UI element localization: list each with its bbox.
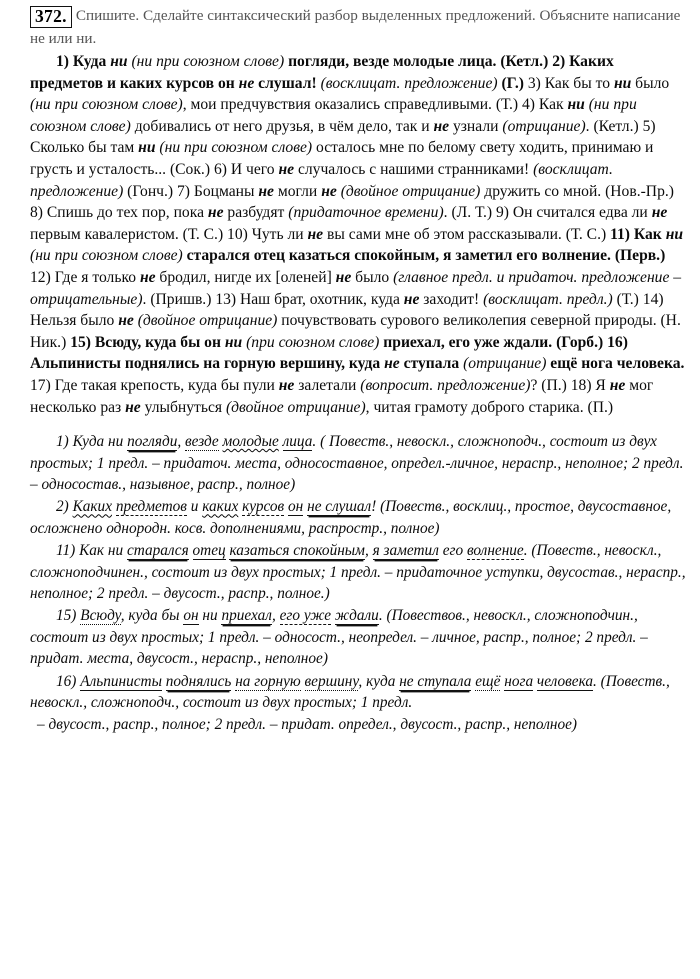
sentence-fragment: не xyxy=(118,312,134,330)
sentence-fragment: слушал! xyxy=(254,74,321,92)
sentence-fragment: (ни при союзном слове) xyxy=(159,139,313,157)
sentence-fragment: Куда ни xyxy=(72,433,128,451)
sentence-fragment: улыбнуться xyxy=(140,398,226,416)
parsed-member-pred: поднялись xyxy=(165,672,232,690)
sentence-fragment: могли xyxy=(273,182,322,200)
exercise-number-box: 372. xyxy=(30,6,72,28)
sentence-number: 12) xyxy=(30,268,55,286)
sentence-fragment: (придаточное времени) xyxy=(288,204,444,222)
analysis-sentence-number: 16) xyxy=(56,672,81,690)
sentence-fragment: узнали xyxy=(449,117,503,135)
sentence-fragment: мог несколько раз xyxy=(30,376,654,416)
analysis-sentence-number: 1) xyxy=(56,433,73,451)
sentence-fragment: , куда xyxy=(358,672,400,690)
sentence-number: 9) xyxy=(496,204,513,222)
sentence-fragment: не xyxy=(278,160,295,178)
sentence-fragment: вы сами мне об этом рассказывали. (Т. С.) xyxy=(323,225,607,243)
sentence-fragment: не xyxy=(321,182,337,200)
parsed-member-subj: он xyxy=(183,607,199,625)
sentence-fragment: И чего xyxy=(230,160,279,178)
parsed-member-attr: Каких xyxy=(72,498,112,516)
exercise-sentence-list xyxy=(30,53,684,416)
sentence-fragment: , куда бы xyxy=(120,607,184,625)
sentence-fragment: дружить со мной. (Нов.-Пр.) xyxy=(480,182,674,200)
sentence-fragment: . (Пришв.) xyxy=(142,290,212,308)
parsed-member-obj: курсов xyxy=(242,498,285,516)
sentence-fragment: (отрицание) xyxy=(502,117,586,135)
sentence-fragment: (восклицат. предложение) xyxy=(320,74,498,92)
sentence-number: 15) xyxy=(70,333,95,351)
sentence-fragment: , мои предчувствия оказались справедливыми. (Т.) xyxy=(182,96,519,114)
sentence-fragment: не xyxy=(335,268,352,286)
sentence-fragment: его xyxy=(438,542,467,560)
sentence-fragment: . (Кетл.) xyxy=(585,117,639,135)
sentence-fragment: Боцманы xyxy=(193,182,259,200)
sentence-fragment: ! xyxy=(371,498,377,516)
sentence-number: 10) xyxy=(227,225,252,243)
sentence-fragment: приехал, его уже ждали. (Горб.) xyxy=(379,333,604,351)
parsed-member-adv: ещё xyxy=(475,672,501,690)
sentence-number: 5) xyxy=(642,117,656,135)
sentence-fragment: было xyxy=(631,74,670,92)
sentence-fragment: не xyxy=(278,376,295,394)
sentence-fragment: (ни при союзном слове) xyxy=(131,53,285,70)
sentence-fragment: осталось мне по белому свету ходить, принимаю и грусть и усталость... (Сок.) xyxy=(30,139,654,178)
sentence-fragment: , xyxy=(271,607,280,625)
sentence-fragment: ни xyxy=(224,333,243,351)
sentence-fragment: Нельзя было xyxy=(30,312,119,330)
sentence-fragment: Всюду, куда бы он xyxy=(94,333,225,351)
sentence-fragment xyxy=(189,542,193,559)
sentence-fragment: (двойное отрицание) xyxy=(225,398,366,416)
parsed-member-pred: ждали xyxy=(334,607,379,625)
analysis-description-continued: – двусост., распр., полное; 2 предл. – придат. определ., двусост., распр., неполное) xyxy=(37,716,577,734)
analysis-sentence-number: 2) xyxy=(56,498,73,516)
analysis-description: (Повеств., восклиц., простое, двусоставное, осложнено однородн. косв. дополнениями, распростр., полное) xyxy=(30,498,672,537)
parsed-member-subj: Альпинисты xyxy=(80,672,162,690)
parsed-member-adv: вершину xyxy=(304,672,359,690)
sentence-number: 13) xyxy=(215,290,240,308)
sentence-fragment: ни xyxy=(613,74,632,92)
analysis-item xyxy=(30,605,686,669)
sentence-fragment: . xyxy=(593,672,597,690)
sentence-fragment: не xyxy=(307,225,324,243)
analysis-item xyxy=(30,540,686,604)
exercise-body xyxy=(30,51,686,418)
sentence-fragment: (Т.) xyxy=(612,290,639,308)
sentence-number: 1) xyxy=(56,53,73,70)
sentence-fragment: ни xyxy=(665,225,684,243)
sentence-fragment: не xyxy=(651,204,668,222)
parsed-member-subj: нога xyxy=(504,672,534,690)
sentence-fragment: ни xyxy=(198,607,222,625)
sentence-fragment: не xyxy=(384,355,400,373)
sentence-fragment: . xyxy=(523,542,528,560)
parsed-member-obj: его уже xyxy=(279,607,332,625)
sentence-fragment: (Г.) xyxy=(497,74,524,92)
sentence-fragment: не xyxy=(125,398,141,416)
parsed-member-pred: старался xyxy=(126,542,189,560)
parsed-member-pred: не ступала xyxy=(399,672,472,690)
sentence-fragment: (восклицат. предложение) xyxy=(30,160,613,200)
sentence-number: 11) xyxy=(610,225,634,243)
analysis-sentence-number: 15) xyxy=(56,607,81,625)
parsed-member-subj: отец xyxy=(192,542,226,560)
sentence-fragment: . (Л. Т.) xyxy=(443,204,493,222)
task-header xyxy=(30,5,686,49)
sentence-fragment: не xyxy=(139,268,156,286)
sentence-fragment: Как xyxy=(538,96,568,114)
sentence-fragment: не xyxy=(238,74,255,92)
analysis-description: ( Повеств., невоскл., сложноподч., состоит из двух простых; 1 предл. – придаточ. места, односоставное, определ.-личное, нераспр., неполное; 2 предл. – односостав., назывное, распр., полное) xyxy=(30,433,684,493)
syntactic-analysis-block xyxy=(30,431,686,736)
parsed-member-attr: каких xyxy=(202,498,239,516)
sentence-fragment: Как бы то xyxy=(544,74,614,92)
sentence-fragment: не xyxy=(433,117,450,135)
sentence-fragment: (вопросит. предложение) xyxy=(360,376,531,394)
sentence-fragment: Наш брат, охотник, куда xyxy=(240,290,404,308)
sentence-fragment: и xyxy=(186,498,203,516)
sentence-fragment: , читая грамоту доброго старика. (П.) xyxy=(365,398,614,416)
sentence-fragment: Куда xyxy=(72,53,111,70)
sentence-fragment: , xyxy=(364,542,373,560)
sentence-fragment: Где такая крепость, куда бы пули xyxy=(54,376,279,394)
sentence-fragment: почувствовать сурового великолепия северной природы. (Н. Ник.) xyxy=(30,312,681,351)
sentence-fragment: ? (П.) xyxy=(530,376,567,394)
sentence-number: 17) xyxy=(30,376,55,394)
sentence-fragment: Я xyxy=(595,376,610,394)
parsed-member-adv: Всюду xyxy=(80,607,121,625)
sentence-fragment: добивались от него друзья, в чём дело, так и xyxy=(130,117,434,135)
sentence-number: 16) xyxy=(607,333,628,351)
sentence-fragment: , xyxy=(177,433,185,451)
sentence-fragment: ни xyxy=(110,53,128,70)
sentence-fragment: ещё нога человека. xyxy=(546,355,685,373)
sentence-number: 14) xyxy=(642,290,664,308)
sentence-fragment: залетали xyxy=(294,376,361,394)
sentence-fragment: Каких предметов и каких курсов он xyxy=(30,53,614,92)
sentence-fragment: ступала xyxy=(399,355,464,373)
sentence-fragment: погляди, везде молодые лица. (Кетл.) xyxy=(284,53,549,70)
sentence-fragment: ни xyxy=(567,96,585,114)
sentence-number: 3) xyxy=(527,74,545,92)
analysis-description: (Повествов., невоскл., сложноподчин., состоит из двух простых; 1 предл. – односост., неопредел. – личное, распр., полное; 2 предл. – придат. места, двусост., нераспр., неполное) xyxy=(30,607,648,668)
parsed-member-obj: предметов xyxy=(115,498,187,516)
sentence-fragment: . xyxy=(378,607,383,625)
sentence-number: 4) xyxy=(522,96,539,114)
sentence-fragment: (главное предл. и придаточ. предложение – отрицательные) xyxy=(30,268,682,308)
analysis-description: (Повеств., невоскл., сложноподч., состоит из двух простых; 1 предл. xyxy=(30,672,670,711)
analysis-sentence-number: 11) xyxy=(56,542,80,560)
sentence-fragment: Чуть ли xyxy=(251,225,308,243)
sentence-fragment: (ни при союзном слове) xyxy=(30,96,183,114)
sentence-fragment: (двойное отрицание) xyxy=(340,182,481,200)
sentence-fragment: Как xyxy=(633,225,666,243)
parsed-member-pred: я заметил xyxy=(372,542,439,560)
sentence-fragment: (двойное отрицание) xyxy=(137,312,278,330)
sentence-fragment: Где я только xyxy=(54,268,140,286)
sentence-fragment: было xyxy=(351,268,394,286)
sentence-fragment: ни xyxy=(138,139,156,157)
sentence-fragment: разбудят xyxy=(223,204,289,222)
task-instruction: Спишите. Сделайте синтаксический разбор выделенных предложений. Объясните написание не или ни. xyxy=(30,7,681,47)
sentence-fragment: не xyxy=(207,204,224,222)
parsed-member-adv: на горную xyxy=(235,672,301,690)
sentence-fragment: (Гонч.) xyxy=(123,182,174,200)
analysis-item xyxy=(30,496,686,539)
sentence-fragment: . xyxy=(312,433,317,451)
analysis-item xyxy=(30,671,686,714)
sentence-fragment: Сколько бы там xyxy=(30,139,139,157)
sentence-number: 7) xyxy=(177,182,194,200)
sentence-fragment xyxy=(301,673,305,690)
sentence-fragment: Альпинисты поднялись на горную вершину, куда xyxy=(30,355,385,373)
sentence-fragment: (восклицат. предл.) xyxy=(483,290,613,308)
parsed-member-obj: волнение xyxy=(466,542,524,560)
sentence-fragment: (ни при союзном слове) xyxy=(30,96,637,135)
parsed-member-adv: везде xyxy=(185,433,219,451)
sentence-fragment: бродил, нигде их [оленей] xyxy=(155,268,336,286)
sentence-fragment: старался отец казаться спокойным, я заметил его волнение. (Перв.) xyxy=(182,247,666,265)
sentence-fragment: Спишь до тех пор, пока xyxy=(46,204,208,222)
sentence-number: 8) xyxy=(30,204,47,222)
parsed-member-pred: казаться спокойным xyxy=(229,542,365,560)
sentence-fragment: (при союзном слове) xyxy=(246,333,380,351)
sentence-number: 18) xyxy=(570,376,596,394)
parsed-member-subj: лица xyxy=(282,433,313,451)
sentence-fragment: не xyxy=(403,290,420,308)
sentence-number: 6) xyxy=(213,160,231,178)
sentence-fragment: первым кавалеристом. (Т. С.) xyxy=(30,225,224,243)
parsed-member-pred: не слушал xyxy=(307,498,372,516)
parsed-member-subj: он xyxy=(288,498,304,516)
sentence-number: 2) xyxy=(552,53,570,70)
sentence-fragment: Он считался едва ли xyxy=(512,204,652,222)
analysis-description: (Повеств., невоскл., сложноподчинен., состоит из двух простых; 1 предл. – придаточное уступки, двусостав., нераспр., неполное; 2 предл. – двусост., распр., полное.) xyxy=(30,542,686,602)
sentence-fragment: (ни при союзном слове) xyxy=(30,247,183,265)
sentence-fragment: заходит! xyxy=(419,290,484,308)
sentence-fragment: случалось с нашими странниками! xyxy=(294,160,534,178)
parsed-member-attr: молодые xyxy=(222,433,279,451)
sentence-fragment: Как ни xyxy=(79,542,127,560)
sentence-fragment: не xyxy=(258,182,274,200)
sentence-fragment: не xyxy=(609,376,626,394)
sentence-fragment: (отрицание) xyxy=(463,355,547,373)
parsed-member-pred: приехал xyxy=(221,607,272,625)
parsed-member-pred: погляди xyxy=(127,433,178,451)
parsed-member-subj: человека xyxy=(536,672,593,690)
analysis-item xyxy=(30,431,686,495)
